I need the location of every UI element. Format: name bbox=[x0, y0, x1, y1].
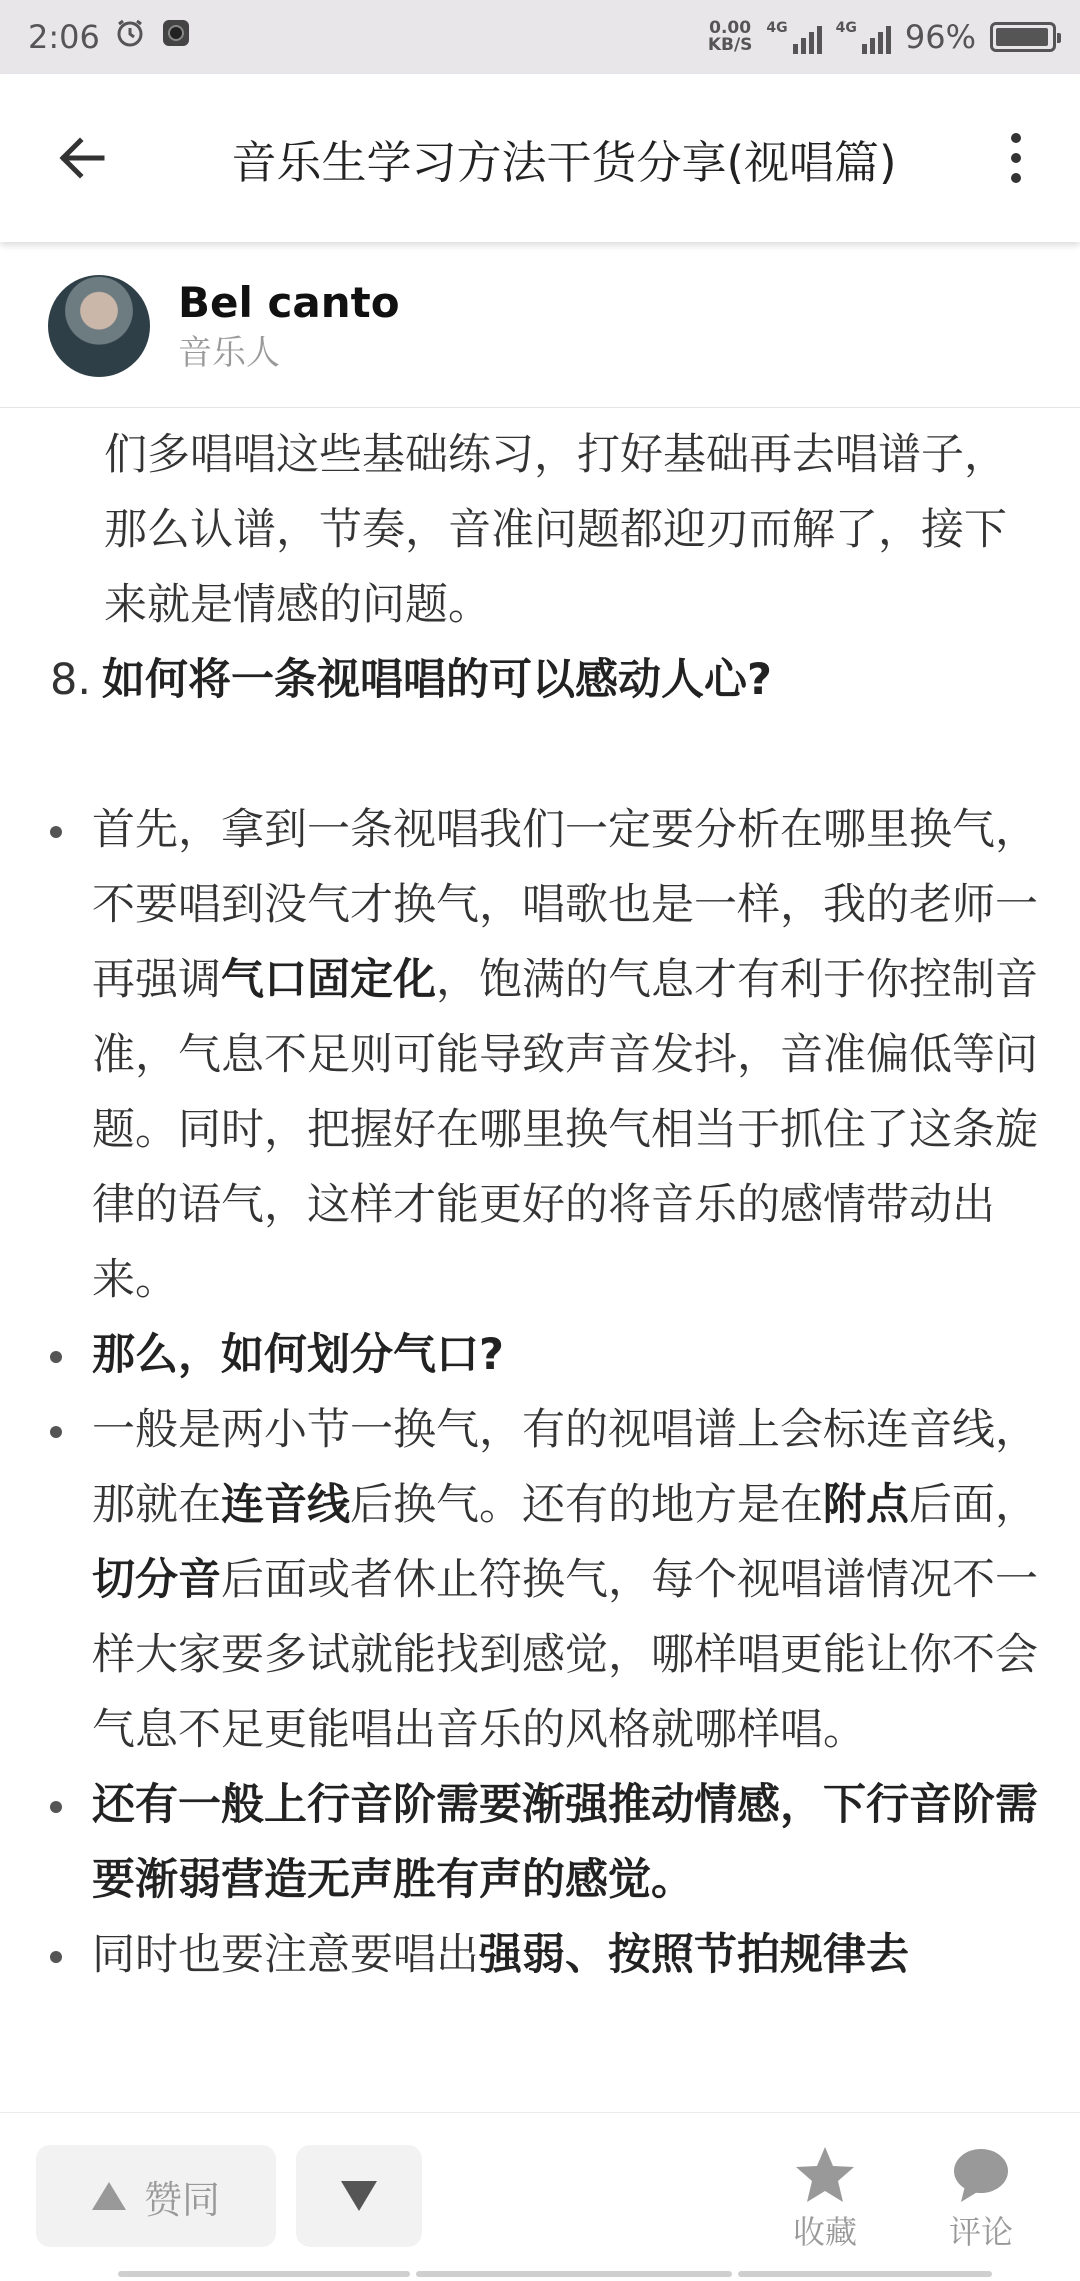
more-dot-icon bbox=[1011, 133, 1021, 143]
list-item: 同时也要注意要唱出强弱、按照节拍规律去 bbox=[0, 1918, 1080, 1993]
bullet-icon bbox=[0, 1918, 92, 1993]
author-header[interactable] bbox=[0, 244, 1080, 408]
author-title: 音乐人 bbox=[178, 332, 280, 373]
triangle-up-icon bbox=[92, 2182, 126, 2210]
item-number: 8. bbox=[50, 655, 92, 705]
bold-text: 切分音 bbox=[92, 1555, 221, 1605]
network-speed bbox=[708, 20, 753, 54]
alarm-icon bbox=[114, 17, 146, 57]
camera-notification-icon bbox=[160, 17, 192, 57]
article-content bbox=[0, 410, 1080, 2112]
bold-text: 那么，如何划分气口? bbox=[92, 1330, 504, 1380]
agree-button[interactable] bbox=[36, 2145, 276, 2247]
bottom-action-bar bbox=[0, 2112, 1080, 2280]
bullet-icon bbox=[0, 1768, 92, 1918]
bold-text: 附点 bbox=[823, 1480, 909, 1530]
bullet-icon bbox=[0, 793, 92, 1318]
signal-icon-sim2 bbox=[836, 20, 891, 54]
triangle-down-icon bbox=[341, 2181, 377, 2211]
comment-label: 评论 bbox=[948, 2213, 1013, 2251]
star-icon bbox=[794, 2143, 856, 2207]
bullet-icon bbox=[0, 1393, 92, 1768]
battery-icon bbox=[990, 22, 1056, 52]
agree-label: 赞同 bbox=[143, 2177, 220, 2222]
bold-text: 连音线 bbox=[221, 1480, 350, 1530]
bullet-icon bbox=[0, 1318, 92, 1393]
bold-text: 强弱、按照节拍规律去 bbox=[479, 1930, 909, 1980]
page-title: 音乐生学习方法干货分享(视唱篇) bbox=[231, 135, 897, 189]
arrow-left-icon bbox=[56, 132, 108, 184]
author-meta bbox=[178, 276, 400, 376]
battery-fill bbox=[996, 28, 1048, 46]
more-dot-icon bbox=[1011, 153, 1021, 163]
list-item bbox=[0, 1318, 1080, 1393]
list-item bbox=[0, 1768, 1080, 1918]
back-button[interactable] bbox=[52, 128, 112, 188]
sim1-label: 4G bbox=[766, 20, 788, 36]
network-speed-value: 0.00 bbox=[709, 18, 752, 38]
list-item: 首先，拿到一条视唱我们一定要分析在哪里换气，不要唱到没气才换气，唱歌也是一样，我的老师一再强调气口固定化，饱满的气息才有利于你控制音准，气息不足则可能导致声音发抖，音准偏低等问题。同时，把握好在哪里换气相当于抓住了这条旋律的语气，这样才能更好的将音乐的感情带动出来。 bbox=[0, 793, 1080, 1318]
comment-button[interactable] bbox=[926, 2143, 1036, 2253]
more-options-button[interactable] bbox=[996, 123, 1036, 193]
app-bar bbox=[0, 74, 1080, 242]
status-bar bbox=[0, 0, 1080, 74]
status-time: 2:06 bbox=[28, 18, 100, 56]
more-dot-icon bbox=[1011, 173, 1021, 183]
disagree-button[interactable] bbox=[296, 2145, 422, 2247]
numbered-item-8 bbox=[0, 643, 1080, 718]
item-heading: 如何将一条视唱唱的可以感动人心? bbox=[102, 655, 772, 705]
avatar[interactable] bbox=[48, 275, 150, 377]
author-name[interactable]: Bel canto bbox=[178, 277, 400, 327]
comment-bubble-icon bbox=[951, 2143, 1011, 2207]
battery-percent: 96% bbox=[904, 18, 976, 56]
favorite-button[interactable] bbox=[770, 2143, 880, 2253]
paragraph-continuation: 们多唱唱这些基础练习，打好基础再去唱谱子，那么认谱，节奏，音准问题都迎刃而解了，接下来就是情感的问题。 bbox=[104, 430, 1007, 630]
network-speed-unit: KB/S bbox=[707, 35, 753, 55]
bold-text: 气口固定化 bbox=[221, 955, 436, 1005]
signal-icon-sim1 bbox=[766, 20, 821, 54]
favorite-label: 收藏 bbox=[792, 2213, 857, 2251]
bold-text: 还有一般上行音阶需要渐强推动情感，下行音阶需要渐弱营造无声胜有声的感觉。 bbox=[92, 1780, 1038, 1905]
sim2-label: 4G bbox=[835, 20, 857, 36]
list-item: 一般是两小节一换气，有的视唱谱上会标连音线，那就在连音线后换气。还有的地方是在附点后面，切分音后面或者休止符换气，每个视唱谱情况不一样大家要多试就能找到感觉，哪样唱更能让你不会气息不足更能唱出音乐的风格就哪样唱。 bbox=[0, 1393, 1080, 1768]
